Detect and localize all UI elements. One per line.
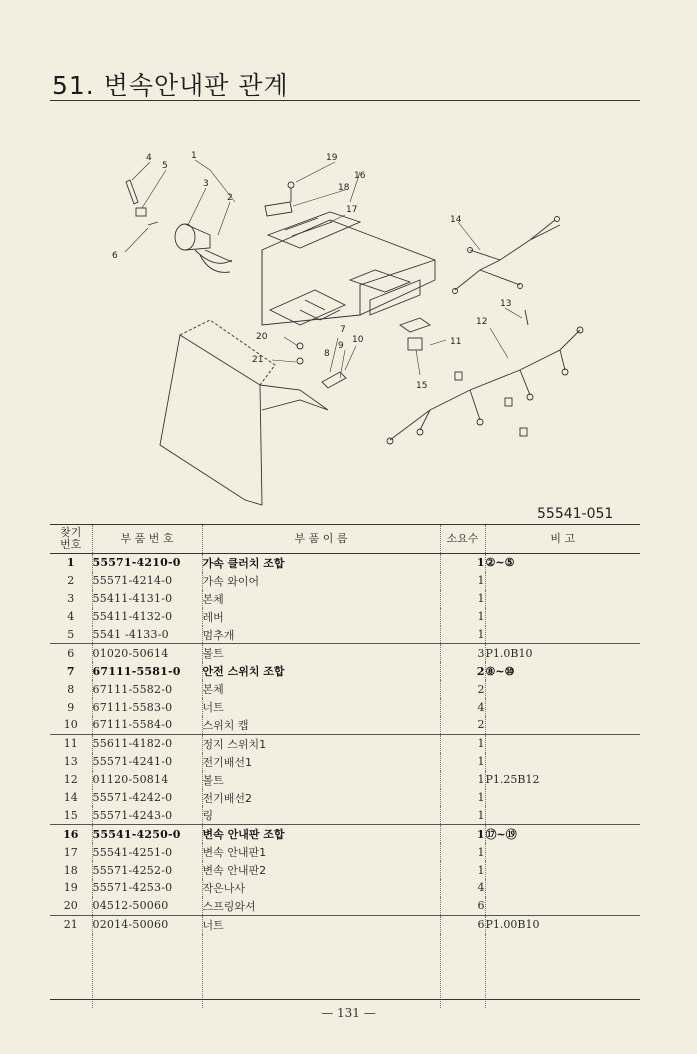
cell-quantity: 4 — [440, 698, 485, 716]
cell-part-no: 55411-4132-0 — [92, 608, 202, 626]
table-row — [50, 753, 640, 771]
cell-quantity: 1 — [440, 806, 485, 824]
cell-remarks — [485, 806, 640, 824]
cell-find-no: 20 — [63, 899, 78, 913]
page-number: — 131 — — [321, 1006, 376, 1020]
lever — [126, 180, 138, 204]
bottom-rule — [50, 999, 640, 1000]
cell-find-no: 13 — [63, 755, 78, 769]
cell-find-no: 5 — [67, 628, 75, 641]
callout-7: 7 — [340, 325, 346, 335]
cell-find-no: 8 — [67, 682, 75, 696]
empty-cell — [202, 934, 440, 1008]
cell-part-no: 55611-4182-0 — [92, 734, 202, 752]
table-row — [50, 879, 640, 897]
cell-part-name: 링 — [202, 806, 440, 824]
cell-quantity: 2 — [440, 680, 485, 698]
cell-part-no: 5541 -4133-0 — [92, 626, 202, 644]
table-row — [50, 698, 640, 716]
cell-quantity: 1 — [440, 771, 485, 789]
callout-2: 2 — [227, 193, 233, 203]
table-row — [50, 590, 640, 608]
shift-guide-plate-18 — [265, 202, 292, 216]
table-row — [50, 572, 640, 590]
cell-part-name: 멈추개 — [202, 626, 440, 644]
cell-part-no: 67111-5582-0 — [92, 680, 202, 698]
callout-16: 16 — [354, 171, 366, 181]
header-remarks: 비 고 — [485, 525, 640, 554]
cell-quantity: 1 — [440, 554, 485, 572]
cell-find-no: 3 — [67, 592, 75, 606]
cell-quantity: 6 — [440, 897, 485, 915]
cell-find-no: 12 — [63, 773, 78, 787]
floor-panel — [160, 335, 262, 505]
cell-find-no: 15 — [63, 808, 78, 822]
shift-guide-plate-17 — [268, 212, 360, 248]
cell-remarks — [485, 590, 640, 608]
cell-quantity: 1 — [440, 590, 485, 608]
table-row — [50, 861, 640, 879]
callout-21: 21 — [252, 355, 264, 365]
stopper — [136, 208, 146, 216]
cell-part-name: 작은나사 — [202, 879, 440, 897]
table-row — [50, 843, 640, 861]
exploded-parts-diagram — [0, 110, 697, 510]
cell-part-no: 67111-5584-0 — [92, 716, 202, 734]
cell-part-name: 본체 — [202, 680, 440, 698]
cell-remarks — [485, 897, 640, 915]
cell-quantity: 2 — [440, 662, 485, 680]
cell-part-name: 본체 — [202, 590, 440, 608]
cell-part-name: 전기배선1 — [202, 753, 440, 771]
cell-part-name: 스위치 캡 — [202, 716, 440, 734]
cell-quantity: 3 — [440, 644, 485, 662]
callout-labels — [112, 151, 511, 391]
cell-remarks: P1.00B10 — [485, 915, 640, 933]
table-row — [50, 789, 640, 807]
callout-8: 8 — [324, 349, 330, 359]
cell-part-no: 55571-4253-0 — [92, 879, 202, 897]
parts-table-body — [50, 554, 640, 1008]
cell-part-name: 전기배선2 — [202, 789, 440, 807]
cell-quantity: 1 — [440, 626, 485, 644]
cell-part-no: 55541-4250-0 — [92, 825, 202, 843]
cell-part-name: 변속 안내판1 — [202, 843, 440, 861]
ring — [408, 338, 422, 350]
cell-find-no: 16 — [50, 825, 92, 843]
cell-quantity: 1 — [440, 753, 485, 771]
callout-11: 11 — [450, 337, 462, 347]
cell-part-name: 변속 안내판 조합 — [202, 825, 440, 843]
cell-part-name: 스프링와셔 — [202, 897, 440, 915]
cell-part-no: 02014-50060 — [92, 915, 202, 933]
page-title: 51. 변속안내판 관계 — [52, 71, 289, 100]
cell-remarks — [485, 572, 640, 590]
safety-switch — [322, 372, 346, 388]
clutch-body — [175, 224, 195, 250]
cell-find-no: 2 — [67, 574, 75, 588]
cell-part-name: 볼트 — [202, 771, 440, 789]
table-row — [50, 771, 640, 789]
cell-find-no: 14 — [63, 791, 78, 805]
table-row — [50, 626, 640, 644]
cell-quantity: 1 — [440, 572, 485, 590]
diagram-reference-number: 55541-051 — [537, 506, 614, 522]
title-rule — [50, 100, 640, 101]
accel-wire — [195, 250, 232, 272]
cell-remarks — [485, 861, 640, 879]
header-find-no: 찾기 번호 — [50, 525, 92, 554]
wiring-harness-2 — [455, 220, 560, 290]
header-quantity: 소요수 — [440, 525, 485, 554]
callout-1: 1 — [191, 151, 197, 161]
cell-remarks: ②~⑤ — [485, 554, 640, 572]
cell-remarks: ⑧~⑩ — [485, 662, 640, 680]
table-row — [50, 806, 640, 824]
callout-15: 15 — [416, 381, 428, 391]
callout-13: 13 — [500, 299, 512, 309]
floor-panel-flange — [260, 385, 328, 410]
cell-remarks — [485, 716, 640, 734]
empty-cell — [92, 934, 202, 1008]
table-row — [50, 825, 640, 843]
table-row — [50, 662, 640, 680]
cell-remarks: P1.25B12 — [485, 771, 640, 789]
cell-part-name: 가속 와이어 — [202, 572, 440, 590]
table-row — [50, 915, 640, 933]
cell-part-no: 55571-4252-0 — [92, 861, 202, 879]
cell-find-no: 19 — [63, 881, 78, 895]
cell-part-no: 55571-4242-0 — [92, 789, 202, 807]
cell-part-name: 너트 — [202, 915, 440, 933]
table-empty-space — [50, 934, 640, 1008]
table-row — [50, 897, 640, 915]
table-row — [50, 608, 640, 626]
cell-find-no: 10 — [63, 718, 78, 732]
cell-part-no: 67111-5583-0 — [92, 698, 202, 716]
callout-5: 5 — [162, 161, 168, 171]
callout-10: 10 — [352, 335, 364, 345]
cell-part-no: 55571-4241-0 — [92, 753, 202, 771]
cell-find-no: 17 — [63, 845, 78, 859]
empty-cell — [440, 934, 485, 1008]
header-part-name: 부 품 이 름 — [202, 525, 440, 554]
cell-part-no: 01120-50814 — [92, 771, 202, 789]
cell-quantity: 1 — [440, 861, 485, 879]
cell-quantity: 6 — [440, 915, 485, 933]
table-row — [50, 680, 640, 698]
cell-part-no: 55571-4243-0 — [92, 806, 202, 824]
cell-find-no: 9 — [67, 700, 75, 714]
cell-remarks — [485, 843, 640, 861]
bolt-13 — [525, 310, 528, 325]
callout-12: 12 — [476, 317, 488, 327]
cell-quantity: 1 — [440, 825, 485, 843]
cell-find-no: 4 — [67, 610, 75, 624]
cell-part-no: 67111-5581-0 — [92, 662, 202, 680]
cell-part-name: 변속 안내판2 — [202, 861, 440, 879]
cell-part-name: 볼트 — [202, 644, 440, 662]
cell-remarks: ⑰~⑲ — [485, 825, 640, 843]
cell-part-no: 55571-4210-0 — [92, 554, 202, 572]
cell-part-name: 안전 스위치 조합 — [202, 662, 440, 680]
callout-20: 20 — [256, 332, 268, 342]
cell-quantity: 1 — [440, 608, 485, 626]
console-body — [262, 220, 435, 325]
cell-find-no: 11 — [50, 734, 92, 752]
table-row — [50, 644, 640, 662]
cell-remarks — [485, 680, 640, 698]
callout-4: 4 — [146, 153, 152, 163]
cell-remarks — [485, 626, 640, 644]
callout-14: 14 — [450, 215, 462, 225]
cell-part-no: 01020-50614 — [92, 644, 202, 662]
empty-cell — [485, 934, 640, 1008]
cell-quantity: 1 — [440, 734, 485, 752]
cell-part-name: 정지 스위치1 — [202, 734, 440, 752]
cell-remarks — [485, 608, 640, 626]
cell-part-name: 너트 — [202, 698, 440, 716]
cell-part-no: 04512-50060 — [92, 897, 202, 915]
callout-6: 6 — [112, 251, 118, 261]
cell-find-no: 7 — [66, 664, 75, 678]
cell-remarks — [485, 753, 640, 771]
cell-quantity: 4 — [440, 879, 485, 897]
cell-find-no: 1 — [66, 556, 75, 570]
cell-part-no: 55541-4251-0 — [92, 843, 202, 861]
cell-part-name: 레버 — [202, 608, 440, 626]
cell-remarks — [485, 879, 640, 897]
cell-quantity: 2 — [440, 716, 485, 734]
parts-table — [50, 524, 640, 1008]
header-part-no: 부 품 번 호 — [92, 525, 202, 554]
stop-switch — [400, 318, 430, 332]
table-header-row — [50, 525, 640, 554]
cell-remarks — [485, 789, 640, 807]
callout-3: 3 — [203, 179, 209, 189]
cell-remarks: P1.0B10 — [485, 644, 640, 662]
callout-17: 17 — [346, 205, 358, 215]
callout-18: 18 — [338, 183, 350, 193]
callout-19: 19 — [326, 153, 338, 163]
bolt-6 — [148, 222, 158, 225]
empty-cell — [50, 934, 92, 1008]
cell-find-no: 18 — [63, 863, 78, 877]
cell-quantity: 1 — [440, 843, 485, 861]
callout-9: 9 — [338, 341, 344, 351]
table-row — [50, 554, 640, 572]
table-row — [50, 734, 640, 752]
cell-part-name: 가속 클러치 조합 — [202, 554, 440, 572]
table-row — [50, 716, 640, 734]
cell-quantity: 1 — [440, 789, 485, 807]
cell-find-no: 21 — [50, 915, 92, 933]
cell-part-no: 55411-4131-0 — [92, 590, 202, 608]
cell-part-no: 55571-4214-0 — [92, 572, 202, 590]
cell-remarks — [485, 698, 640, 716]
cell-remarks — [485, 734, 640, 752]
cell-find-no: 6 — [50, 644, 92, 662]
